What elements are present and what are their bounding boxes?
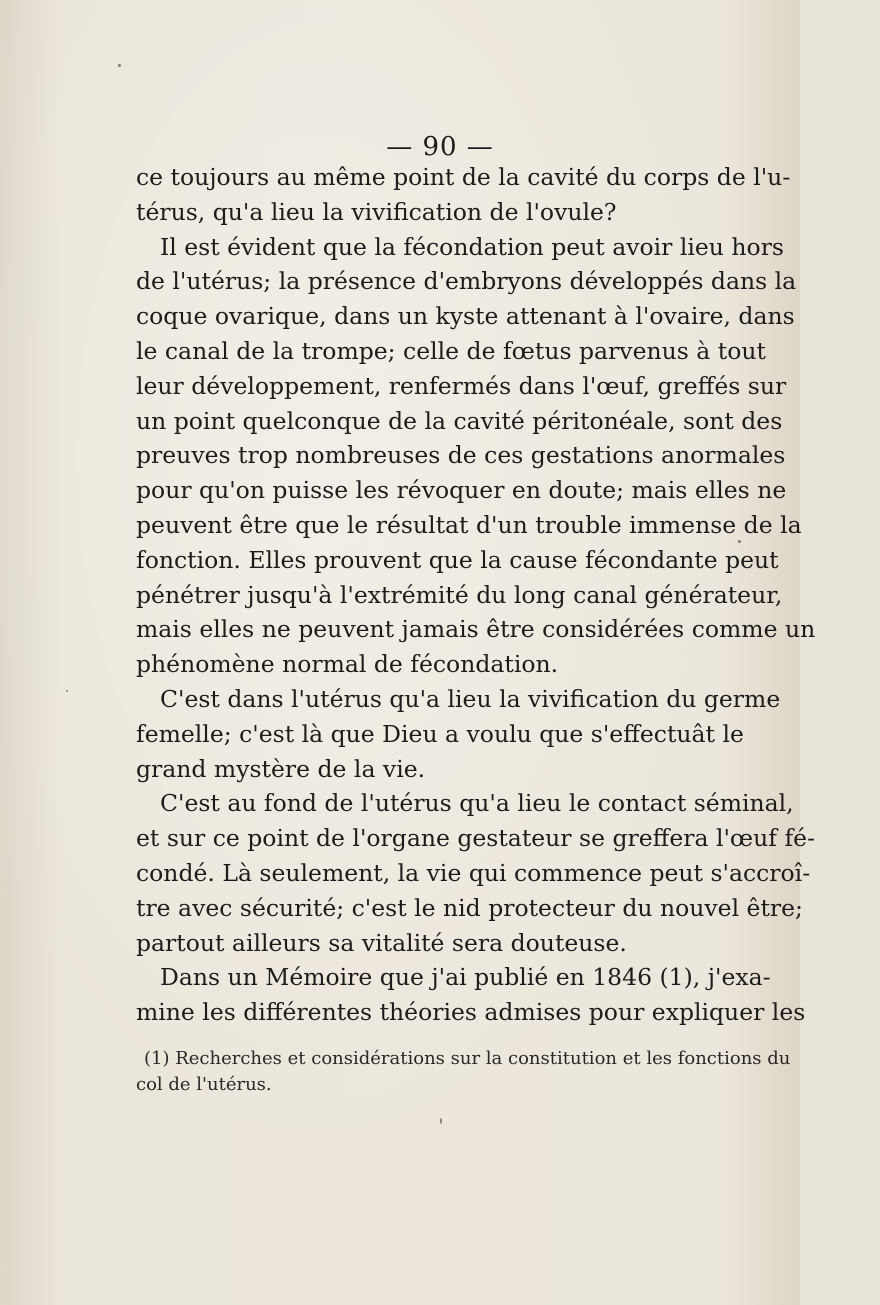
ink-speck [738,540,741,543]
text-line: C'est dans l'utérus qu'a lieu la vivification du germe [160,684,781,713]
text-line: femelle; c'est là que Dieu a voulu que s'effectuât le [136,719,744,748]
ink-speck [118,64,121,67]
text-line: Dans un Mémoire que j'ai publié en 1846 (1), j'exa- [160,963,771,992]
text-line: pour qu'on puisse les révoquer en doute; mais elles ne [136,476,787,505]
text-line: coque ovarique, dans un kyste attenant à l'ovaire, dans [136,302,795,331]
text-line: et sur ce point de l'organe gestateur se greffera l'œuf fé- [136,824,816,853]
ink-speck [66,690,68,692]
footnote-line: col de l'utérus. [136,1074,272,1095]
text-line: partout ailleurs sa vitalité sera douteuse. [136,928,627,957]
text-line: le canal de la trompe; celle de fœtus parvenus à tout [136,336,766,365]
text-line: leur développement, renfermés dans l'œuf, greffés sur [136,371,787,400]
text-line: tre avec sécurité; c'est le nid protecteur du nouvel être; [136,893,803,922]
text-line: grand mystère de la vie. [136,754,426,783]
body-text [136,160,816,1030]
text-line: C'est au fond de l'utérus qu'a lieu le contact séminal, [160,789,794,818]
text-line: Il est évident que la fécondation peut avoir lieu hors [160,232,784,261]
text-line: de l'utérus; la présence d'embryons développés dans la [136,267,797,296]
text-line: preuves trop nombreuses de ces gestations anormales [136,441,786,470]
text-line: mais elles ne peuvent jamais être considérées comme un [136,615,816,644]
text-line: ce toujours au même point de la cavité du corps de l'u- [136,163,791,191]
text-line: mine les différentes théories admises pour expliquer les [136,998,806,1027]
text-line: fonction. Elles prouvent que la cause fécondante peut [136,545,779,574]
text-line: un point quelconque de la cavité péritonéale, sont des [136,406,783,435]
page-number: — 90 — [386,132,494,162]
text-line: pénétrer jusqu'à l'extrémité du long canal générateur, [136,580,783,609]
text-line: condé. Là seulement, la vie qui commence peut s'accroî- [136,858,811,887]
ink-speck [440,1118,442,1124]
text-line: phénomène normal de fécondation. [136,650,559,679]
text-line: peuvent être que le résultat d'un trouble immense de la [136,510,802,539]
footnote-line: (1) Recherches et considérations sur la constitution et les fonctions du [144,1048,791,1069]
text-line: térus, qu'a lieu la vivification de l'ovule? [136,197,617,226]
footnote [136,1046,791,1098]
